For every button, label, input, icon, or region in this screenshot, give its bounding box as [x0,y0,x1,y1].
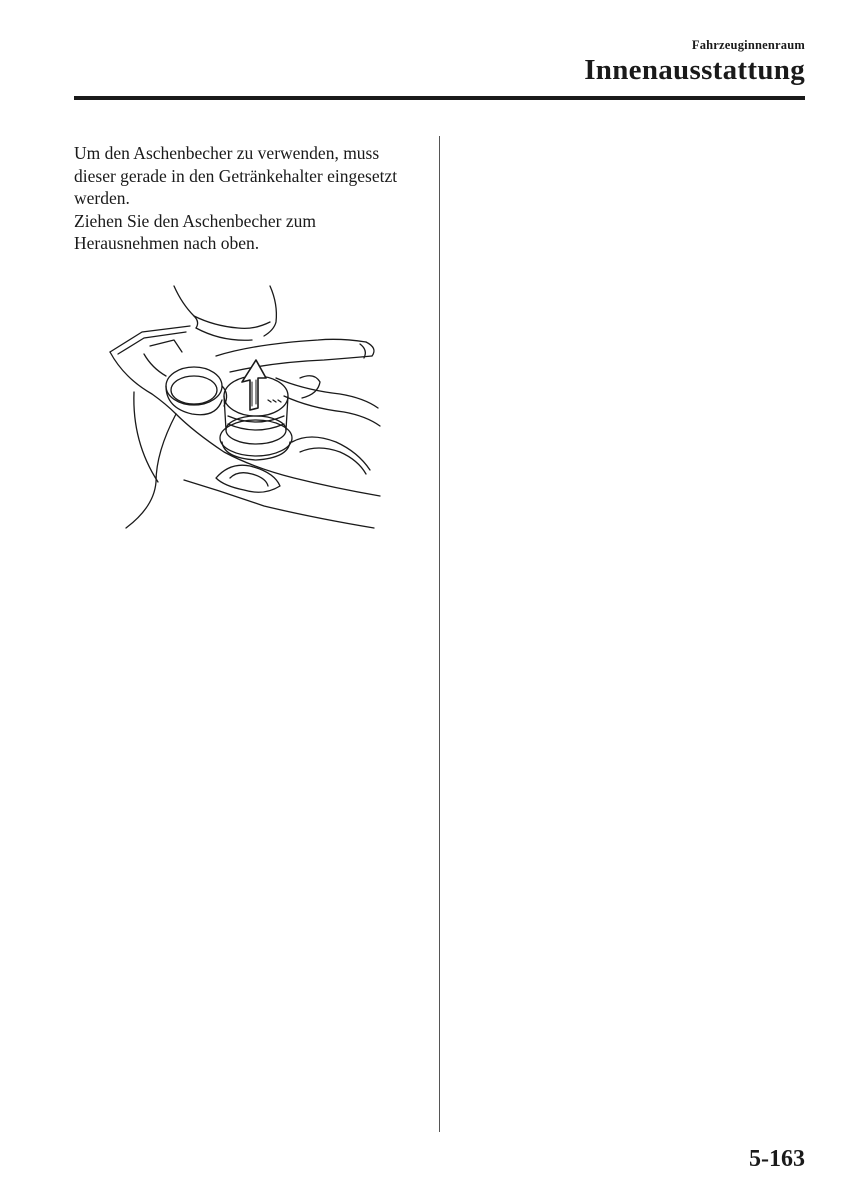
paragraph-remove-ashtray: Ziehen Sie den Aschenbecher zum Herausnehmen nach oben. [74,210,316,253]
page-title: Innenausstattung [584,54,805,86]
page-number: 5-163 [749,1146,805,1172]
paragraph-insert-ashtray: Um den Aschenbecher zu verwenden, muss dieser gerade in den Getränkehalter eingesetzt werden. [74,143,398,208]
column-divider [439,136,440,1132]
header-rule [74,96,805,100]
header-section-label: Fahrzeuginnenraum [691,38,805,52]
ashtray-illustration [104,282,384,534]
body-text [74,142,419,255]
up-arrow-icon [242,360,266,410]
